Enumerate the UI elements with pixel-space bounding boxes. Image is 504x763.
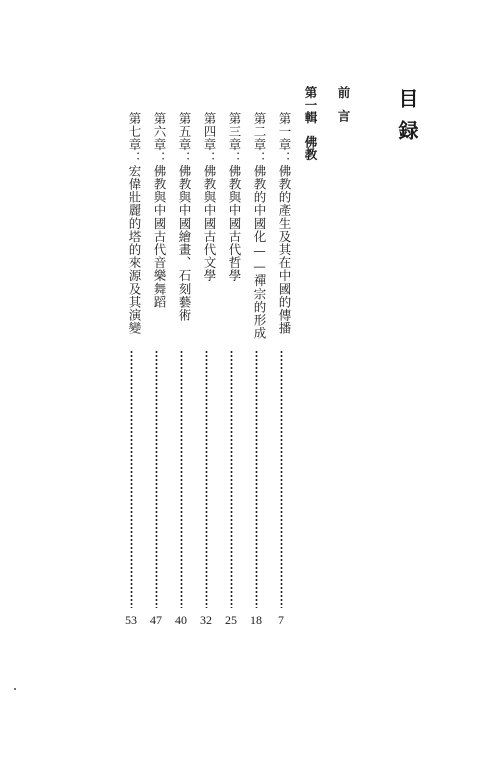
chapter-page-number: 53	[125, 613, 137, 627]
part-heading	[301, 86, 319, 161]
leader-dots	[280, 350, 283, 608]
preface-heading: 前言	[336, 86, 351, 133]
toc-title: 目録	[395, 88, 419, 152]
chapter-label: 第三章：佛教與中國古代哲學	[227, 112, 242, 283]
leader-dots	[155, 350, 158, 608]
chapter-label: 第四章：佛教與中國古代文學	[202, 112, 217, 283]
chapter-label: 第二章：佛教的中國化——禪宗的形成	[252, 112, 267, 340]
leader-dots	[255, 350, 258, 608]
part-name: 佛教	[303, 135, 318, 161]
chapter-page-number: 25	[225, 613, 237, 627]
chapter-label: 第一章：佛教的產生及其在中國的傳播	[277, 112, 292, 335]
scan-speck	[14, 688, 16, 690]
chapter-page-number: 18	[250, 613, 262, 627]
chapter-label: 第五章：佛教與中國繪畫、石刻藝術	[177, 112, 192, 322]
chapter-page-number: 7	[278, 613, 284, 627]
leader-dots	[180, 350, 183, 608]
chapter-page-number: 47	[150, 613, 162, 627]
leader-dots	[130, 350, 133, 608]
chapter-label: 第七章：宏偉壯麗的塔的來源及其演變	[127, 112, 142, 335]
chapter-label: 第六章：佛教與中國古代音樂舞蹈	[152, 112, 167, 309]
part-label: 第一輯	[303, 86, 318, 124]
leader-dots	[230, 350, 233, 608]
leader-dots	[205, 350, 208, 608]
chapter-page-number: 32	[200, 613, 212, 627]
chapter-page-number: 40	[175, 613, 187, 627]
